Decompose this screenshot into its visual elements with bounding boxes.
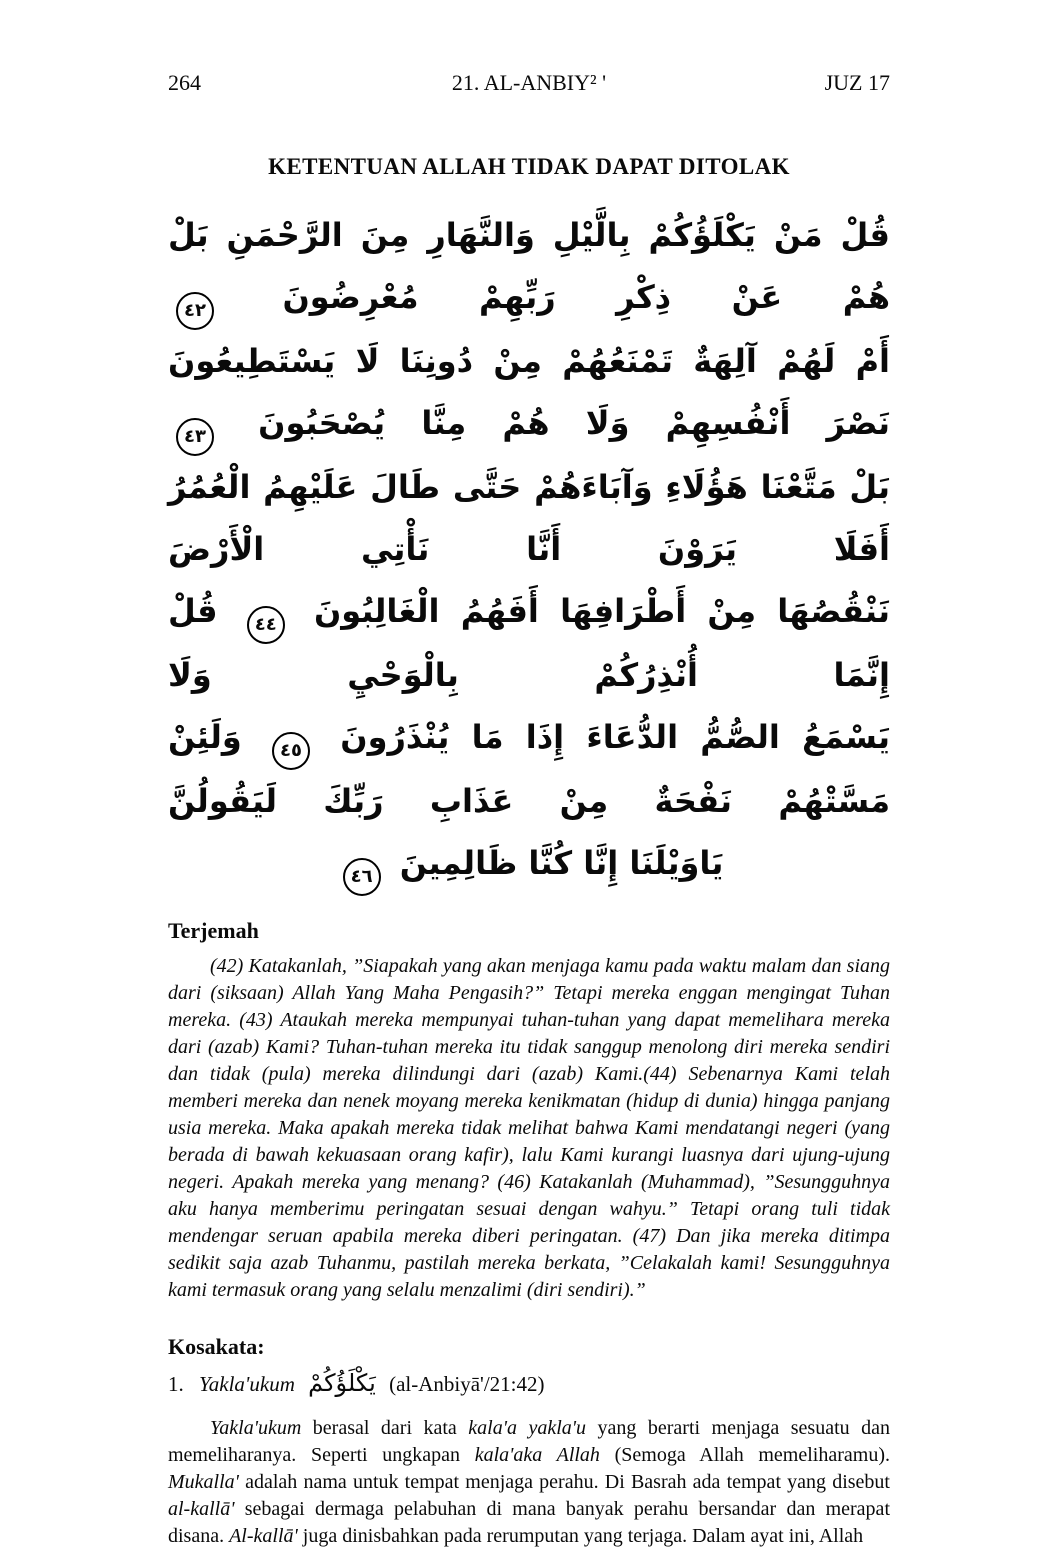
kosakata-text-segment: juga dinisbahkan pada rerumputan yang terjaga. Dalam ayat ini, Allah [297, 1525, 864, 1547]
quran-verse-line: أَمْ لَهُمْ آلِهَةٌ تَمْنَعُهُمْ مِنْ دُونِنَا لَا يَسْتَطِيعُونَ نَصْرَ أَنْفُسِهِمْ وَلَا هُمْ مِنَّا يُصْحَبُونَ ٤٣ [168, 330, 890, 456]
kosakata-text-segment: berasal dari kata [301, 1417, 469, 1439]
kosakata-text-segment: Yakla'ukum [210, 1417, 302, 1439]
kosakata-text-segment: (Semoga Allah memeliharamu). [599, 1444, 890, 1466]
kosakata-item [168, 1369, 890, 1397]
kosakata-item-reference: (al-Anbiyā'/21:42) [389, 1372, 545, 1396]
kosakata-text-segment: yang berarti menjaga sesuatu dan memeliharanya. Seperti ungkapan [168, 1417, 890, 1466]
kosakata-text-segment: Mukalla' [168, 1471, 239, 1493]
kosakata-text-segment: sebagai dermaga pelabuhan di mana banyak perahu bersandar dan merapat disana. [168, 1498, 890, 1547]
terjemah-paragraph: (42) Katakanlah, ”Siapakah yang akan menjaga kamu pada waktu malam dan siang dari (siksaan) Allah Yang Maha Pengasih?” Tetapi mereka enggan mengingat Tuhan mereka. (43) Ataukah mereka mempunyai tuhan-tuhan yang dapat memelihara mereka dari (azab) Kami? Tuhan-tuhan mereka itu tidak sanggup menolong diri mereka sendiri dan tidak (pula) mereka dilindungi dari (azab) Kami.(44) Sebenarnya Kami telah memberi mereka dan nenek moyang mereka kenikmatan (hidup di dunia) hingga panjang usia mereka. Maka apakah mereka tidak melihat bahwa Kami mendatangi negeri (yang berada di bawah kekuasaan orang kafir), lalu Kami kurangi luasnya dari ujung-ujung negeri. Apakah mereka yang menang? (46) Katakanlah (Muhammad), ”Sesungguhnya aku hanya memberimu peringatan sesuai dengan wahyu.” Tetapi orang tuli tidak mendengar seruan apabila mereka diberi peringatan. (47) Dan jika mereka ditimpa sedikit saja azab Tuhanmu, pastilah mereka berkata, ”Celakalah kami! Sesungguhnya kami termasuk orang yang selalu menzalimi (diri sendiri).” [168, 955, 890, 1301]
ayah-number-badge: ٤٣ [176, 418, 214, 456]
kosakata-text-segment: al-kallā' [168, 1498, 235, 1520]
section-title: KETENTUAN ALLAH TIDAK DAPAT DITOLAK [268, 154, 790, 179]
ayah-number-badge: ٤٦ [343, 858, 381, 896]
quran-block [168, 204, 890, 896]
kosakata-text-segment: kala'aka Allah [474, 1444, 600, 1466]
kosakata-paragraph [168, 1415, 890, 1550]
page-header [168, 0, 890, 96]
page-number: 264 [168, 70, 201, 95]
kosakata-item-number: 1. [168, 1372, 184, 1396]
surah-header-title: 21. AL-ANBIY² ' [451, 70, 607, 95]
ayah-number-badge: ٤٥ [272, 732, 310, 770]
quran-verse-line: بَلْ مَتَّعْنَا هَؤُلَاءِ وَآبَاءَهُمْ حَتَّى طَالَ عَلَيْهِمُ الْعُمُرُ أَفَلَا يَرَوْنَ أَنَّا نَأْتِي الْأَرْضَ [168, 468, 890, 568]
kosakata-text-segment: kala'a yakla'u [468, 1417, 587, 1439]
juz-label: JUZ 17 [824, 70, 890, 95]
ayah-number-badge: ٤٤ [247, 606, 285, 644]
kosakata-text-segment: adalah nama untuk tempat menjaga perahu. Di Basrah ada tempat yang disebut [238, 1471, 890, 1493]
page-content [168, 0, 890, 1550]
quran-verse-line: يَسْمَعُ الصُّمُّ الدُّعَاءَ إِذَا مَا يُنْذَرُونَ ٤٥ وَلَئِنْ مَسَّتْهُمْ نَفْحَةٌ مِنْ عَذَابِ رَبِّكَ لَيَقُولُنَّ [168, 718, 891, 820]
quran-verse-line: قُلْ مَنْ يَكْلَؤُكُمْ بِالَّيْلِ وَالنَّهَارِ مِنَ الرَّحْمَنِ بَلْ هُمْ عَنْ ذِكْرِ رَبِّهِمْ مُعْرِضُونَ ٤٢ [168, 204, 890, 330]
terjemah-heading: Terjemah [168, 918, 259, 943]
ayah-number-badge: ٤٢ [176, 292, 214, 330]
kosakata-item-term: Yakla'ukum [199, 1372, 295, 1396]
kosakata-text-segment: Al-kallā' [229, 1525, 298, 1547]
quran-verse-line: نَنْقُصُهَا مِنْ أَطْرَافِهَا أَفَهُمُ الْغَالِبُونَ ٤٤ قُلْ إِنَّمَا أُنْذِرُكُمْ بِالْوَحْيِ وَلَا [168, 592, 891, 694]
kosakata-item-arabic-word: يَكْلَؤُكُمْ [308, 1369, 376, 1397]
quran-verse-line: يَاوَيْلَنَا إِنَّا كُنَّا ظَالِمِينَ ٤٦ [168, 832, 890, 896]
kosakata-heading: Kosakata: [168, 1334, 265, 1359]
